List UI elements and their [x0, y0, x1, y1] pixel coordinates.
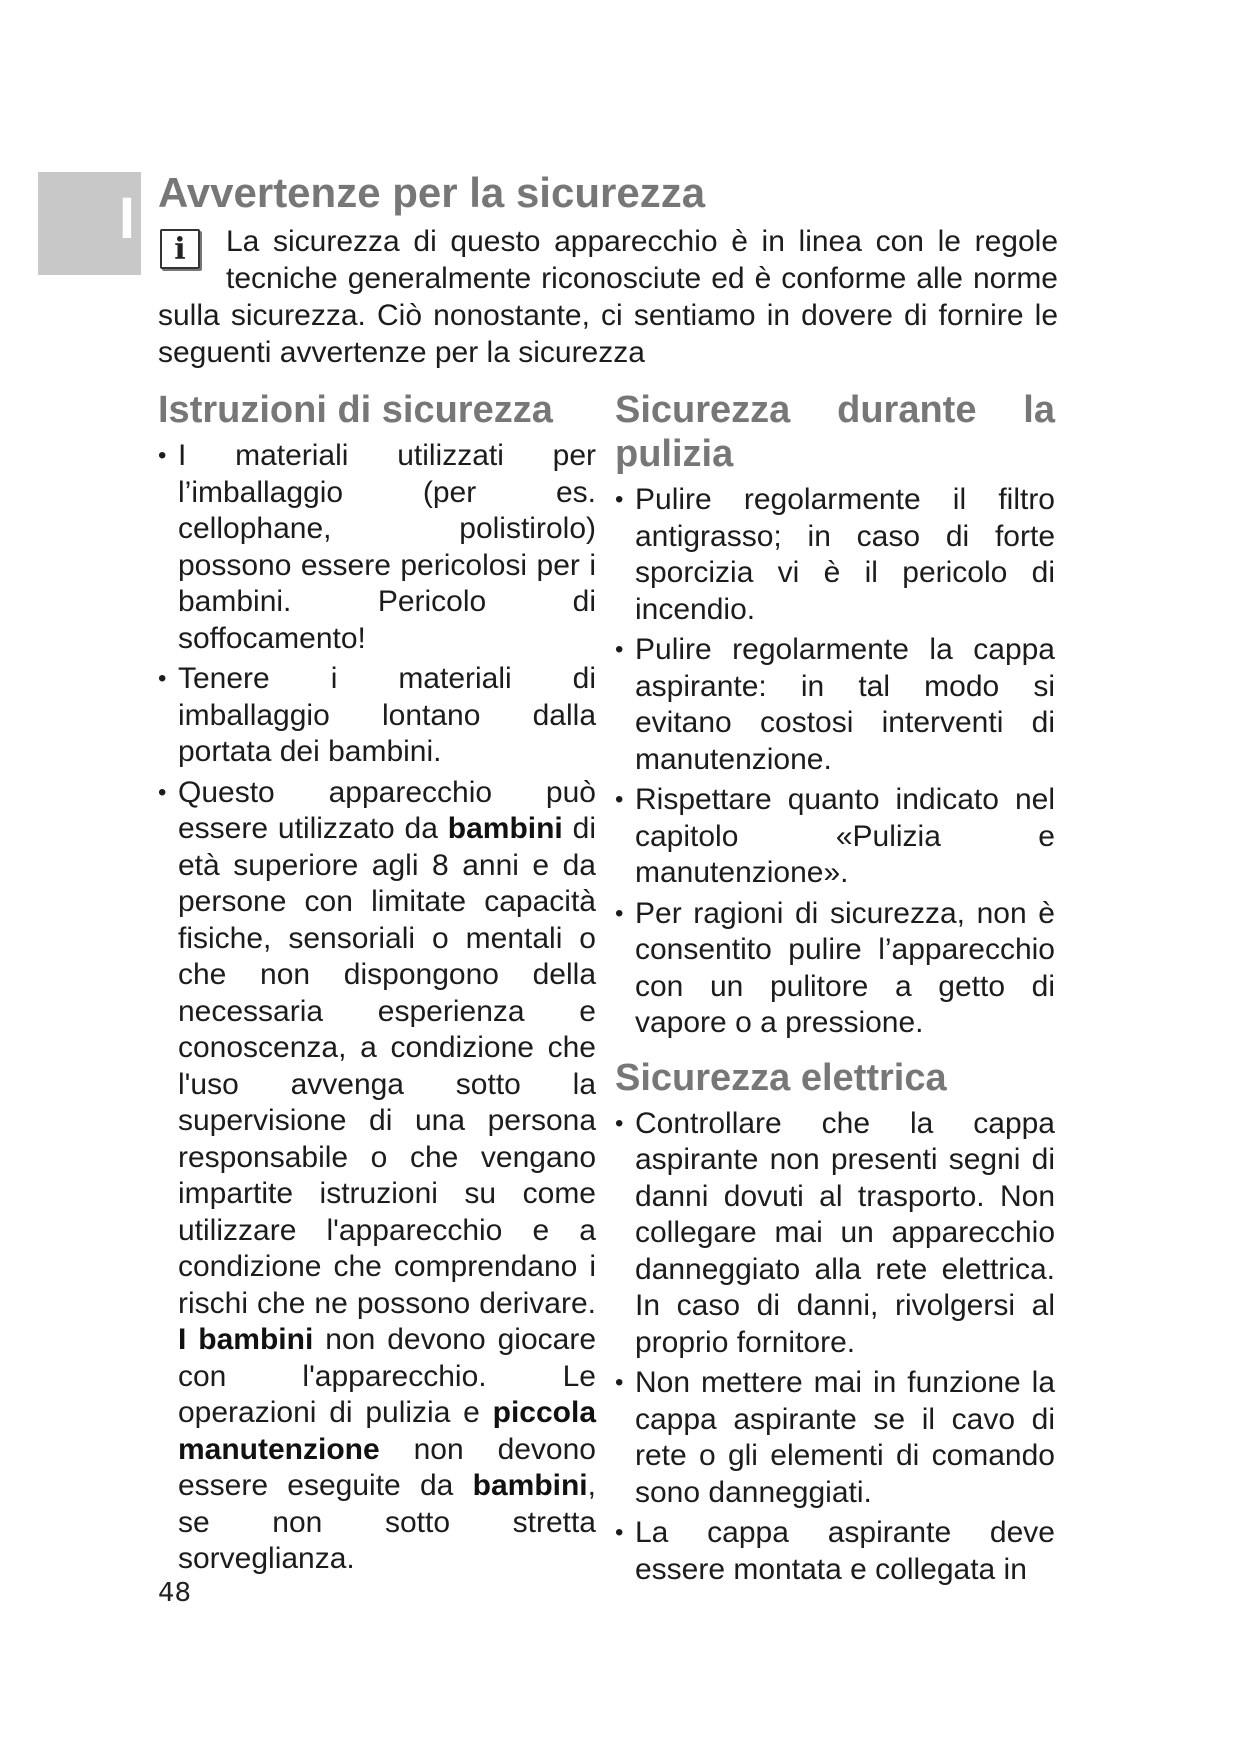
list-item: • I materiali utilizzati per l’imballaggio (per es. cellophane, polistirolo) possono essere pericolosi per i bambini. Pericolo di soffocamento! — [158, 438, 596, 657]
language-tab-letter: I — [118, 186, 135, 251]
list-item: • Pulire regolarmente la cappa aspirante: in tal modo si evitano costosi interventi di manutenzione. — [615, 632, 1055, 778]
cleaning-safety-heading: Sicurezza durante la pulizia — [615, 389, 1055, 475]
list-item: • Pulire regolarmente il filtro antigrasso; in caso di forte sporcizia vi è il pericolo di incendio. — [615, 482, 1055, 628]
safety-instructions-column — [158, 388, 596, 1582]
list-item: • La cappa aspirante deve essere montata e collegata in — [615, 1515, 1055, 1588]
list-item: • Tenere i materiali di imballaggio lontano dalla portata dei bambini. — [158, 661, 596, 771]
safety-instructions-list — [158, 438, 596, 1578]
cleaning-electrical-column — [615, 388, 1055, 1592]
list-item: • Per ragioni di sicurezza, non è consentito pulire l’apparecchio con un pulitore a getto di vapore o a pressione. — [615, 896, 1055, 1042]
electrical-safety-list — [615, 1106, 1055, 1589]
cleaning-safety-list — [615, 482, 1055, 1042]
intro-paragraph: La sicurezza di questo apparecchio è in linea con le regole tecniche generalmente riconosciute ed è conforme alle norme sulla sicurezza. Ciò nonostante, ci sentiamo in dovere di fornire le seguenti avvertenze per la sicurezza — [158, 225, 1058, 369]
electrical-safety-heading: Sicurezza elettrica — [615, 1056, 947, 1099]
language-tab — [38, 172, 141, 275]
list-item: • Controllare che la cappa aspirante non presenti segni di danni dovuti al trasporto. Non collegare mai un apparecchio danneggiato alla rete elettrica. In caso di danni, rivolgersi al proprio fornitore. — [615, 1106, 1055, 1362]
list-item: • Rispettare quanto indicato nel capitolo «Pulizia e manutenzione». — [615, 782, 1055, 892]
page-number: 48 — [158, 1578, 192, 1608]
info-icon: i — [160, 229, 200, 269]
list-item-children-warning: • Questo apparecchio può essere utilizzato da bambini di età superiore agli 8 anni e da persone con limitate capacità fisiche, sensoriali o mentali o che non dispongono della necessaria esperienza e conoscenza, a condizione che l'uso avvenga sotto la supervisione di una persona responsabile o che vengano impartite istruzioni su come utilizzare l'apparecchio e a condizione che comprendano i rischi che ne possono derivare. I bambini non devono giocare con l'apparecchio. Le operazioni di pulizia e piccola manutenzione non devono essere eseguite da bambini, se non sotto stretta sorveglianza. — [158, 775, 596, 1578]
list-item: • Non mettere mai in funzione la cappa aspirante se il cavo di rete o gli elementi di comando sono danneggiati. — [615, 1365, 1055, 1511]
safety-instructions-heading: Istruzioni di sicurezza — [158, 389, 553, 431]
page-title: Avvertenze per la sicurezza — [158, 169, 706, 216]
